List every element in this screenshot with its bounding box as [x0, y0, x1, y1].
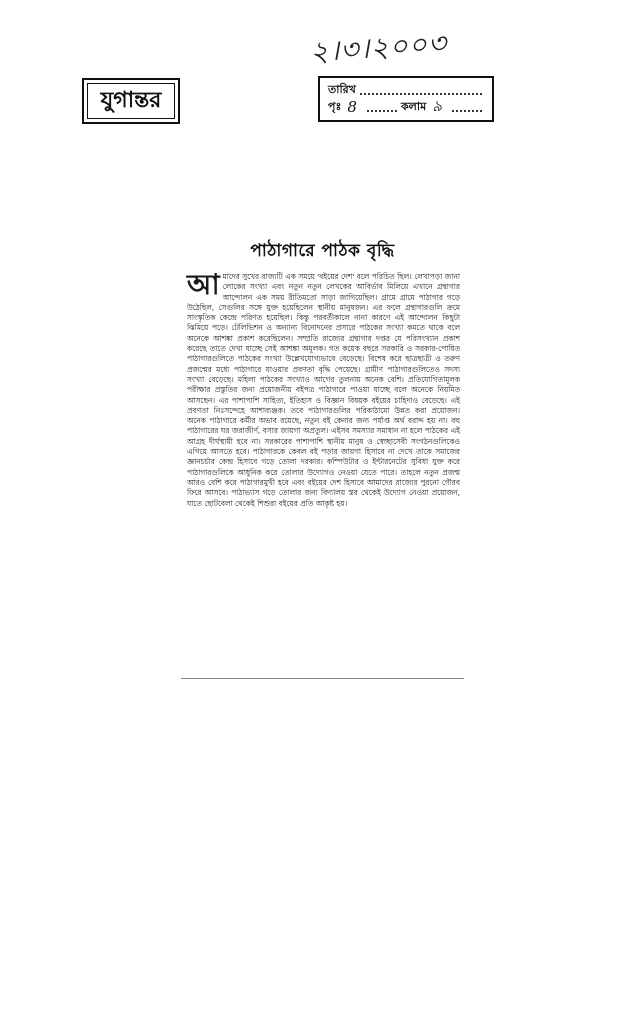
stamp-page-row: [328, 96, 486, 116]
stamp-column-label: কলাম: [400, 99, 427, 113]
clipping-bottom-edge: [181, 678, 464, 679]
stamp-date-field: [360, 85, 482, 95]
newspaper-clipping: [181, 232, 464, 684]
newspaper-masthead: যুগান্তর: [82, 78, 180, 124]
article-text: মাদের সুখের রাজ্যটি এক সময়ে 'বইয়ের দেশ' বলে পরিচিত ছিল। লেখাপড়া জানা লোকের সংখ্যা এবং নতুন নতুন লেখকের আবির্ভাব মিলিয়ে এখানে গ্রন্থাগার আন্দোলন এক সময় রীতিমতো সাড়া জাগিয়েছিল। গ্রামে গ্রামে পাঠাগার গড়ে উঠেছিল, সেগুলির সঙ্গে যুক্ত হয়েছিলেন স্থানীয় মানুষজন। এর ফলে গ্রন্থাগারগুলি ক্রমে সাংস্কৃতিক কেন্দ্রে পরিণত হয়েছিল। কিন্তু পরবর্তীকালে নানা কারণে এই আন্দোলন কিছুটা ঝিমিয়ে পড়ে। টেলিভিশন ও অন্যান্য বিনোদনের প্রসারে পাঠকের সংখ্যা কমতে থাকে বলে অনেকে আশঙ্কা প্রকাশ করেছিলেন। সম্প্রতি রাজ্যের গ্রন্থাগার দপ্তর যে পরিসংখ্যান প্রকাশ করেছে তাতে দেখা যাচ্ছে সেই আশঙ্কা অমূলক। গত কয়েক বছরে সরকারি ও সরকার-পোষিত পাঠাগারগুলিতে পাঠকের সংখ্যা উল্লেখযোগ্যভাবে বেড়েছে। বিশেষ করে ছাত্রছাত্রী ও তরুণ প্রজন্মের মধ্যে পাঠাগারে যাওয়ার প্রবণতা বৃদ্ধি পেয়েছে। গ্রামীণ পাঠাগারগুলিতেও সদস্য সংখ্যা বেড়েছে। মহিলা পাঠকের সংখ্যাও আগের তুলনায় অনেক বেশি। প্রতিযোগিতামূলক পরীক্ষার প্রস্তুতির জন্য প্রয়োজনীয় বইপত্র পাঠাগারে পাওয়া যাচ্ছে বলে অনেকে নিয়মিত আসছেন। এর পাশাপাশি সাহিত্য, ইতিহাস ও বিজ্ঞান বিষয়ক বইয়ের চাহিদাও বেড়েছে। এই প্রবণতা নিঃসন্দেহে আশাব্যঞ্জক। তবে পাঠাগারগুলির পরিকাঠামো উন্নত করা প্রয়োজন। অনেক পাঠাগারে কর্মীর অভাব রয়েছে, নতুন বই কেনার জন্য পর্যাপ্ত অর্থ বরাদ্দ হয় না। বহু পাঠাগারের ঘর জরাজীর্ণ, বসার জায়গা অপ্রতুল। এইসব সমস্যার সমাধান না হলে পাঠকের এই আগ্রহ দীর্ঘস্থায়ী হবে না। সরকারের পাশাপাশি স্থানীয় মানুষ ও স্বেচ্ছাসেবী সংগঠনগুলিকেও এগিয়ে আসতে হবে। পাঠাগারকে কেবল বই পড়ার জায়গা হিসাবে না দেখে তাকে সমাজের জ্ঞানচর্চার কেন্দ্র হিসাবে গড়ে তোলা দরকার। কম্পিউটার ও ইন্টারনেটের সুবিধা যুক্ত করে পাঠাগারগুলিকে আধুনিক করে তোলার উদ্যোগও নেওয়া যেতে পারে। তাহলে নতুন প্রজন্ম আরও বেশি করে পাঠাগারমুখী হবে এবং বইয়ের দেশ হিসাবে আমাদের রাজ্যের পুরনো গৌরব ফিরে আসবে। পাঠাভ্যাস গড়ে তোলার জন্য বিদ্যালয় স্তর থেকেই উদ্যোগ নেওয়া প্রয়োজন, যাতে ছোটবেলা থেকেই শিশুরা বইয়ের প্রতি আকৃষ্ট হয়।: [187, 272, 460, 508]
stamp-page-value: 8: [347, 98, 357, 116]
article-dropcap: আ: [187, 268, 220, 301]
stamp-date-row: [328, 83, 486, 97]
stamp-page-label: পৃঃ: [328, 99, 342, 113]
handwritten-date: ২।৩।২০০৩: [308, 26, 449, 69]
stamp-date-label: তারিখ: [328, 82, 356, 96]
article-headline: পাঠাগারে পাঠক বৃদ্ধি: [250, 241, 395, 261]
article-body: [181, 268, 464, 509]
archive-stamp: [318, 76, 494, 122]
stamp-column-field: [452, 102, 482, 112]
stamp-column-value: ৯: [432, 96, 442, 115]
stamp-page-field: [367, 102, 397, 112]
